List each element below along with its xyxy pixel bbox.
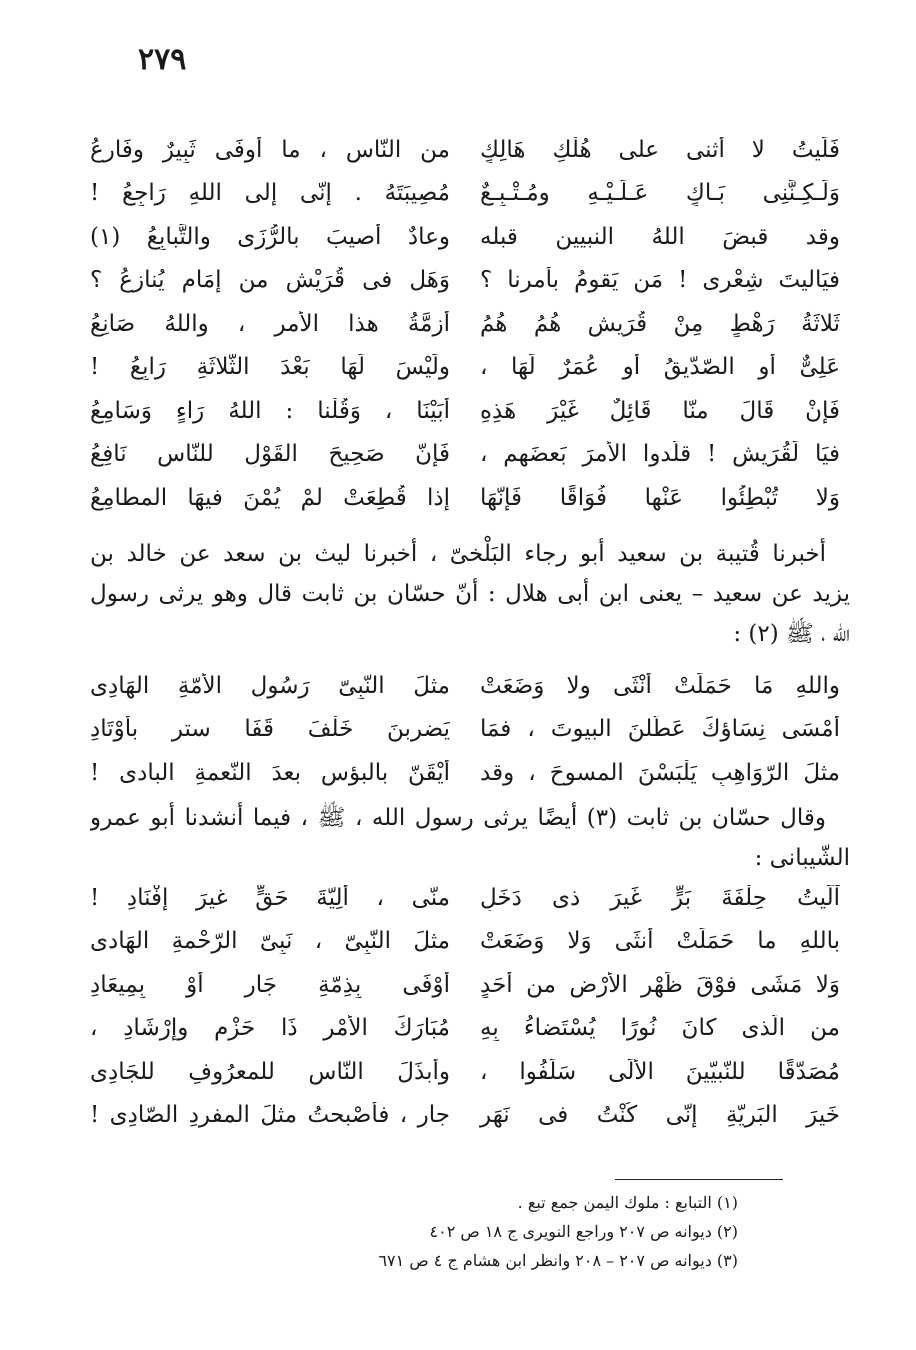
verse [90,751,840,795]
page-number: ٢٧٩ [138,42,187,77]
poem-block-3 [90,876,840,1137]
hemistich-second: وعادٌ أُصيبَ بالرُّزَى والتَّبابِعُ (١) [90,223,450,250]
hemistich-second: مثلَ النّبِىّ رَسُولِ الأُمّةِ الهَادِى [90,672,450,699]
hemistich-second: منّى ، ألِيّةَ حَقٍّ غيرَ إفْنَادِ ! [90,884,450,911]
hemistich-first: وَلا مَشَى فوْقَ ظَهْرِ الأرْضِ من أحَدٍ [480,971,840,998]
hemistich-second: وأبذَلَ النّاسِ للمعرُوفِ للجَادِى [90,1058,450,1085]
hemistich-first: فَلَيتُ لا أثنى على هُلْكِ هَالِكٍ [480,136,840,163]
hemistich-second: مثلَ النّبِىّ ، نَبِىّ الرّحْمةِ الهَادى [90,928,450,955]
hemistich-first: وَلَـكِـنَّنِى بَـاكٍ عَـلَـيْـهِ ومُـتْـبِـعٌ [480,180,840,207]
hemistich-first: باللهِ ما حَمَلَتْ أُنثَى وَلا وَضَعَتْ [480,928,840,955]
prose-line: يزيد عن سعيد – يعنى ابن أبى هلال : أنّ حسّان بن ثابت قال وهو يرثى رسول [90,581,850,607]
verse [90,1094,840,1138]
hemistich-first: واللهِ مَا حَمَلَتْ أُنْثَى ولا وَضَعَتْ [480,672,840,699]
hemistich-second: أيْقَنّ بالبؤسِ بعدَ النّعمةِ البادى ! [90,759,450,786]
verse [90,389,840,433]
hemistich-first: ثَلاثَةُ رَهْطٍ مِنْ قُرَيشٍ هُمُ هُمُ [480,310,840,337]
poem-block-1 [90,128,840,520]
footnote: (١) التبابع : ملوك اليمن جمع تبع . [517,1193,738,1212]
footnote: (٢) ديوانه ص ٢٠٧ وراجع النويرى ج ١٨ ص ٤٠٢ [429,1222,738,1241]
hemistich-second: أَزِمَّةُ هذا الأمرِ ، واللهُ صَانِعُ [90,310,450,337]
hemistich-second: أوْفَى بِذِمّةِ جَارٍ أوْ بِمِيعَادِ [90,971,450,998]
poem-block-2 [90,664,840,795]
verse [90,302,840,346]
prose-line: الله ، ﷺ (٢) : [733,621,850,647]
verse [90,259,840,303]
prose-line: أخبرنا قُتيبة بن سعيد أبو رجاء البَلْخىّ ، أخبرنا ليث بن سعد عن خالد بن [90,541,826,567]
hemistich-first: خَيرَ البَرِيّةِ إنّى كُنْتُ فى نَهَرٍ [480,1102,840,1129]
hemistich-first: مُصَدّقًا للنّبيّينَ الألَى سَلَفُوا ، [480,1058,840,1085]
verse [90,346,840,390]
hemistich-second: يَضرِبنَ خَلْفَ قَفَا سترٍ بأوْتَادِ [90,716,450,743]
verse [90,708,840,752]
hemistich-second: إذا قُطِعَتْ لمْ يُمْنَ فيهَا المطامِعُ [90,484,450,511]
verse [90,433,840,477]
prose-paragraph-1 [90,534,850,654]
hemistich-second: جارٍ ، فأصْبحتُ مثلَ المفرِدِ الصّادِى ! [90,1102,450,1129]
prose-line: وقال حسّان بن ثابت (٣) أيضًا يرثى رسول الله ، ﷺ ، فيما أنشدنا أبو عمرو [90,805,826,831]
verse [90,476,840,520]
hemistich-second: فَإنّ صَحِيحَ القَوْلِ للنّاسِ نَافِعُ [90,441,450,468]
verse [90,128,840,172]
hemistich-second: أبَيْنَا ، وَقُلْنا : اللهُ رَاءٍ وَسَامِعُ [90,397,450,424]
hemistich-first: وَلا تُبْطِئُوا عَنْها فُوَاقًا فَإنّهَا [480,484,840,511]
hemistich-first: وقد قبضَ اللهُ النبيين قبله [480,223,840,250]
prose-paragraph-2 [90,798,850,878]
hemistich-first: مثلَ الرّوَاهِبِ يَلْبَسْنَ المسوحَ ، وقد [480,759,840,786]
prose-line: الشّيبانى : [754,845,850,871]
footnote-divider [615,1179,783,1180]
hemistich-first: أَمْسَى نِسَاؤكَ عَطّلنَ البيوتَ ، فمَا [480,716,840,743]
hemistich-second: مُصِيبَتَهُ . إنّى إلى اللهِ رَاجِعُ ! [90,180,450,207]
footnote: (٣) ديوانه ص ٢٠٧ – ٢٠٨ وانظر ابن هشام ج ٤ ص ٦٧١ [378,1251,738,1270]
hemistich-second: مُبَارَكَ الأمْرِ ذَا حَزْمٍ وإرْشَادِ ، [90,1015,450,1042]
hemistich-second: من النّاسِ ، ما أوفَى ثَبِيرٌ وفَارِعُ [90,136,450,163]
verse [90,1007,840,1051]
hemistich-first: من الّذى كانَ نُورًا يُسْتَضاءُ بِهِ [480,1015,840,1042]
verse [90,1050,840,1094]
hemistich-first: عَلِىٌّ أوِ الصّدّيقُ أو عُمَرٌ لَهَا ، [480,354,840,381]
hemistich-first: آلَيتُ حِلْفَةَ بَرٍّ غَيرَ ذى دَخَلٍ [480,884,840,911]
verse [90,963,840,1007]
footnotes [378,1188,738,1275]
verse [90,920,840,964]
verse [90,664,840,708]
hemistich-second: وَهَل فى قُرَيْشٍ من إمَامٍ يُنازِعُ ؟ [90,267,450,294]
hemistich-first: فيَا لَقُرَيشٍ ! قلّدوا الأمرَ بَعضَهم ، [480,441,840,468]
hemistich-first: فَإنْ قَالَ منّا قَائِلٌ غَيْرَ هَذِهِ [480,397,840,424]
hemistich-second: ولَيْسَ لَهَا بَعْدَ الثَّلاثَةِ رَابِعُ ! [90,354,450,381]
verse [90,876,840,920]
verse [90,172,840,216]
verse [90,215,840,259]
hemistich-first: فيَاليتَ شِعْرِى ! مَن يَقومُ بأمرنا ؟ [480,267,840,294]
